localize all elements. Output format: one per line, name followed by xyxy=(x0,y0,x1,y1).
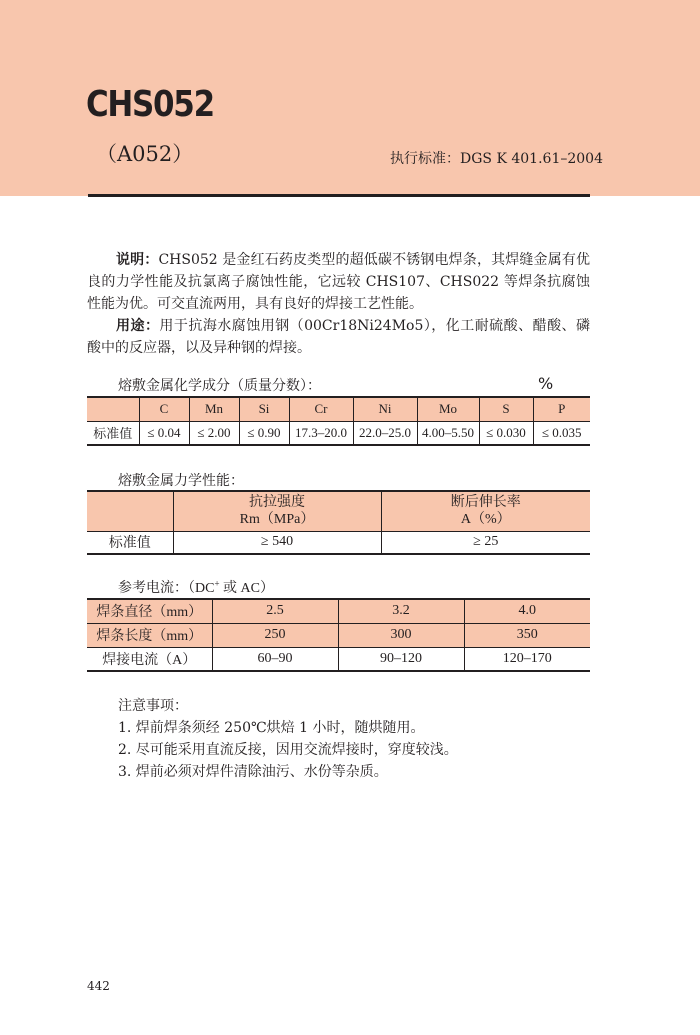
mechanical-header-row xyxy=(87,491,590,531)
chemistry-title: 熔敷金属化学成分（质量分数）： xyxy=(118,378,321,394)
standard-label: 执行标准： xyxy=(390,151,460,167)
note-item: 1. 焊前焊条须经 250℃烘焙 1 小时，随烘随用。 xyxy=(118,720,425,736)
page-subtitle: （A052） xyxy=(96,142,194,166)
chemistry-cell: 22.0–25.0 xyxy=(353,421,417,445)
chemistry-row-label: 标准值 xyxy=(87,421,139,445)
tensile-strength-unit: Rm（MPa） xyxy=(239,512,315,528)
standard-code: DGS K 401.61–2004 xyxy=(460,151,603,167)
chemistry-header-cell: Mn xyxy=(189,397,239,421)
chemistry-header-cell: S xyxy=(479,397,533,421)
elongation-header xyxy=(381,491,590,531)
tensile-strength-header xyxy=(173,491,381,531)
current-cell: 350 xyxy=(464,623,590,647)
usage-text: 用于抗海水腐蚀用钢（00Cr18Ni24Mo5），化工耐硫酸、醋酸、磷酸中的反应器，以及异种钢的焊接。 xyxy=(87,318,591,356)
current-spec-suffix: 或 AC） xyxy=(219,581,274,596)
current-cell: 300 xyxy=(338,623,464,647)
chemistry-header-cell: Si xyxy=(239,397,289,421)
elongation-label: 断后伸长率 xyxy=(450,495,521,511)
elongation-unit: A（%） xyxy=(460,512,511,528)
chemistry-cell: ≤ 0.90 xyxy=(239,421,289,445)
standard-info xyxy=(390,148,603,168)
chemistry-cell: ≤ 0.035 xyxy=(533,421,590,445)
chemistry-cell: ≤ 0.04 xyxy=(139,421,189,445)
chemistry-cell: 17.3–20.0 xyxy=(289,421,353,445)
chemistry-value-row xyxy=(87,421,590,445)
current-spec-polarity: + xyxy=(214,578,220,589)
current-cell: 60–90 xyxy=(212,647,338,671)
chemistry-header-cell: Mo xyxy=(417,397,479,421)
chemistry-header-row xyxy=(87,397,590,421)
description-paragraph xyxy=(87,249,590,315)
mechanical-table xyxy=(87,490,590,555)
chemistry-cell: 4.00–5.50 xyxy=(417,421,479,445)
current-row-label: 焊接电流（A） xyxy=(87,647,212,671)
mechanical-value-row xyxy=(87,531,590,554)
chemistry-header-cell: C xyxy=(139,397,189,421)
page-number: 442 xyxy=(87,979,110,993)
current-spec xyxy=(188,578,274,596)
current-cell: 4.0 xyxy=(464,599,590,623)
current-cell: 120–170 xyxy=(464,647,590,671)
current-spec-prefix: （DC xyxy=(188,581,215,596)
page-title: CHS052 xyxy=(86,84,214,125)
current-table xyxy=(87,598,590,672)
current-row-amperage xyxy=(87,647,590,671)
chemistry-header-cell: Ni xyxy=(353,397,417,421)
description-label: 说明： xyxy=(116,252,159,268)
notes-title: 注意事项： xyxy=(118,698,188,714)
chemistry-header-cell: P xyxy=(533,397,590,421)
description-text: CHS052 是金红石药皮类型的超低碳不锈钢电焊条，其焊缝金属有优良的力学性能及抗氯离子腐蚀性能，它远较 CHS107、CHS022 等焊条抗腐蚀性能为优。可交直流两用，具有良好的焊接工艺性能。 xyxy=(87,252,591,312)
header-divider xyxy=(88,194,590,197)
chemistry-header-cell: Cr xyxy=(289,397,353,421)
mechanical-header-blank xyxy=(87,491,173,531)
notes-section xyxy=(118,695,458,783)
usage-label: 用途： xyxy=(116,318,160,334)
chemistry-unit: % xyxy=(538,374,554,393)
chemistry-table xyxy=(87,396,590,446)
current-cell: 2.5 xyxy=(212,599,338,623)
usage-paragraph xyxy=(87,315,590,359)
chemistry-cell: ≤ 0.030 xyxy=(479,421,533,445)
tensile-strength-value: ≥ 540 xyxy=(173,531,381,554)
current-title: 参考电流： xyxy=(118,580,188,596)
chemistry-header-cell xyxy=(87,397,139,421)
note-item: 3. 焊前必须对焊件清除油污、水份等杂质。 xyxy=(118,764,388,780)
current-cell: 250 xyxy=(212,623,338,647)
mechanical-row-label: 标准值 xyxy=(87,531,173,554)
current-row-label: 焊条长度（mm） xyxy=(87,623,212,647)
current-row-label: 焊条直径（mm） xyxy=(87,599,212,623)
elongation-value: ≥ 25 xyxy=(381,531,590,554)
current-row-diameter xyxy=(87,599,590,623)
chemistry-cell: ≤ 2.00 xyxy=(189,421,239,445)
tensile-strength-label: 抗拉强度 xyxy=(249,495,305,511)
current-row-length xyxy=(87,623,590,647)
mechanical-title: 熔敷金属力学性能： xyxy=(118,473,244,489)
note-item: 2. 尽可能采用直流反接，因用交流焊接时，穿度较浅。 xyxy=(118,742,458,758)
current-title-line xyxy=(118,577,274,597)
current-cell: 3.2 xyxy=(338,599,464,623)
current-cell: 90–120 xyxy=(338,647,464,671)
